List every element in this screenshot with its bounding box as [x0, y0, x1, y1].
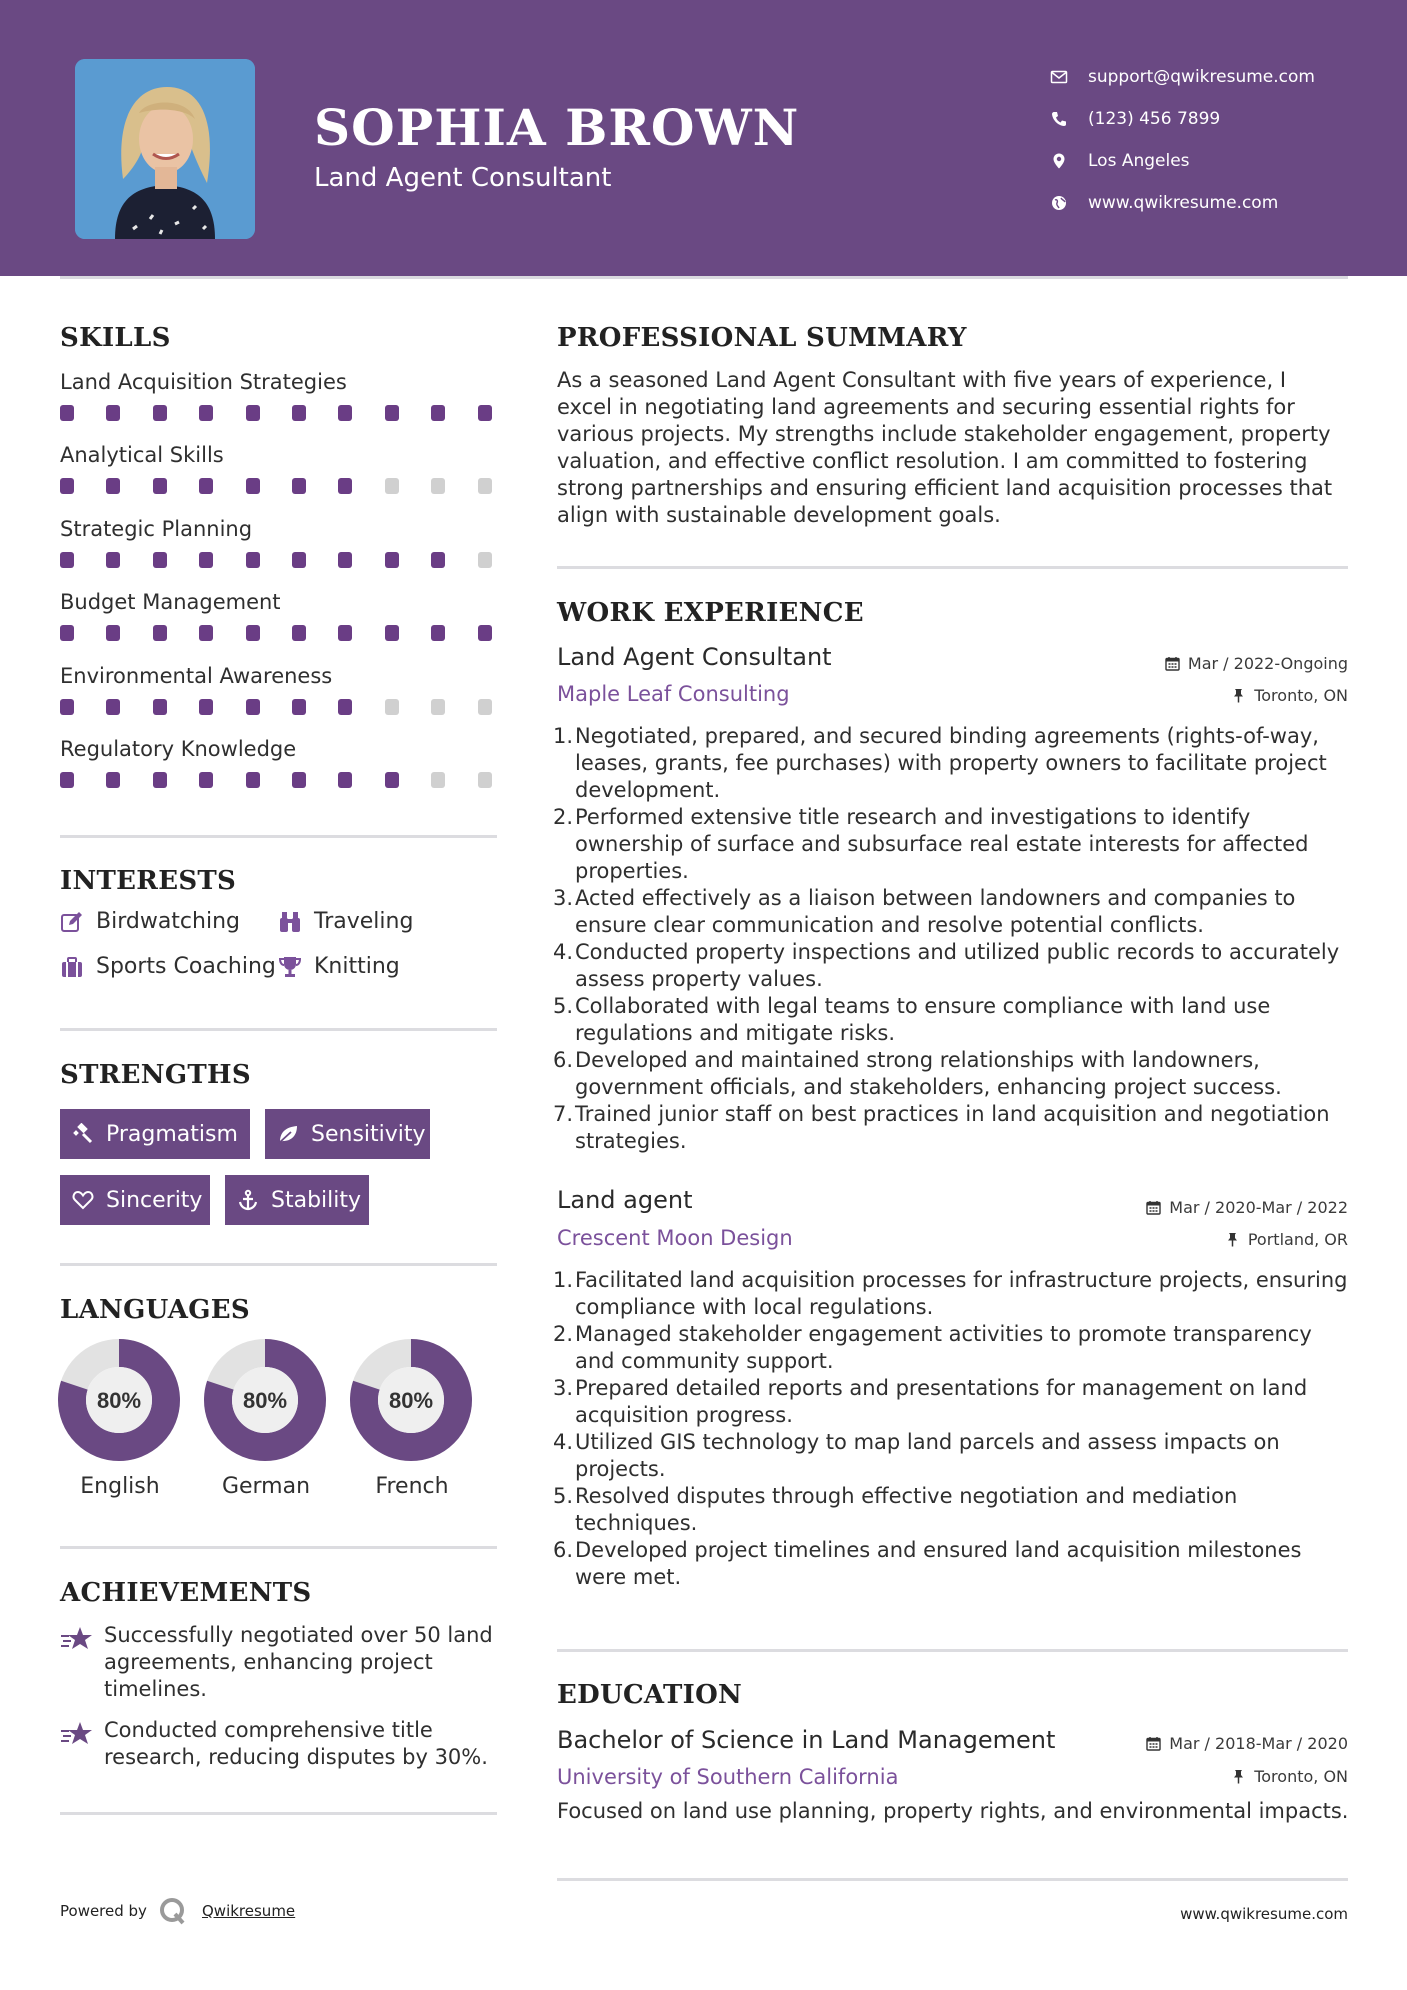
list-item-text: Acted effectively as a liaison between landowners and companies to ensure clear communication and resolve potential conflicts. [575, 886, 1296, 937]
phone-icon [1050, 110, 1068, 128]
trophy-icon [278, 955, 302, 979]
education-date [1146, 1734, 1348, 1753]
map-marker-icon [1050, 152, 1068, 170]
skill-name: Regulatory Knowledge [60, 737, 297, 761]
education-school: University of Southern California [557, 1765, 899, 1789]
language-donut [58, 1339, 180, 1461]
rating-dot-filled [246, 478, 260, 494]
rating-dot-empty [385, 478, 399, 494]
rating-dot-filled [431, 625, 445, 641]
list-item-text: Prepared detailed reports and presentations for management on land acquisition progress. [575, 1376, 1308, 1427]
contact-website-text: www.qwikresume.com [1088, 193, 1279, 213]
resume-header [0, 0, 1407, 276]
experience-heading: WORK EXPERIENCE [557, 598, 864, 628]
rating-dot-filled [60, 405, 74, 421]
rating-dot-empty [431, 699, 445, 715]
skill-name: Land Acquisition Strategies [60, 370, 347, 394]
star-shooting-icon [60, 1624, 94, 1654]
language-name: German [221, 1474, 311, 1499]
education-divider [557, 1878, 1348, 1881]
summary-divider [557, 566, 1348, 569]
interest-label: Knitting [314, 954, 400, 979]
language-percent: 80% [96, 1388, 142, 1413]
list-item: 4. Utilized GIS technology to map land parcels and assess impacts on projects. [553, 1429, 1353, 1483]
list-item-text: Resolved disputes through effective negotiation and mediation techniques. [575, 1484, 1238, 1535]
list-item-text: Facilitated land acquisition processes for infrastructure projects, ensuring compliance with local regulations. [575, 1268, 1348, 1319]
rating-dot-filled [60, 625, 74, 641]
job-location [1231, 686, 1348, 705]
list-item-text: Utilized GIS technology to map land parcels and assess impacts on projects. [575, 1430, 1280, 1481]
list-item: 2. Performed extensive title research and investigations to identify ownership of surface and subsurface real estate interests for affected properties. [553, 804, 1353, 885]
rating-dot-filled [292, 772, 306, 788]
rating-dot-filled [106, 772, 120, 788]
profile-photo-illustration [75, 59, 255, 239]
interest-item [278, 954, 400, 979]
skill-rating [60, 405, 497, 421]
pushpin-icon [1231, 1769, 1246, 1784]
rating-dot-empty [478, 699, 492, 715]
pushpin-icon [1225, 1232, 1240, 1247]
rating-dot-filled [385, 625, 399, 641]
achievement-item [60, 1717, 500, 1771]
qwikresume-logo-icon [158, 1896, 188, 1926]
rating-dot-filled [199, 772, 213, 788]
education-location [1231, 1767, 1348, 1786]
header-divider [60, 276, 1348, 279]
job-role: Land agent [557, 1186, 693, 1214]
rating-dot-filled [153, 699, 167, 715]
job-location [1225, 1230, 1348, 1249]
interest-label: Sports Coaching [96, 954, 276, 979]
strength-label: Sincerity [106, 1187, 203, 1213]
language-percent: 80% [242, 1388, 288, 1413]
summary-heading: PROFESSIONAL SUMMARY [557, 323, 967, 353]
rating-dot-filled [106, 405, 120, 421]
rating-dot-empty [431, 478, 445, 494]
languages-divider [60, 1546, 497, 1549]
job-date [1165, 654, 1348, 673]
education-degree: Bachelor of Science in Land Management [557, 1726, 1056, 1754]
list-item: 2. Managed stakeholder engagement activities to promote transparency and community support. [553, 1321, 1353, 1375]
candidate-name: SOPHIA BROWN [314, 98, 800, 157]
rating-dot-filled [199, 552, 213, 568]
contact-website[interactable] [1050, 182, 1315, 224]
rating-dot-empty [385, 699, 399, 715]
list-item: 4. Conducted property inspections and utilized public records to accurately assess property values. [553, 939, 1353, 993]
rating-dot-filled [246, 625, 260, 641]
calendar-icon [1146, 1736, 1161, 1751]
education-date-text: Mar / 2018-Mar / 2020 [1169, 1734, 1348, 1753]
job-location-text: Toronto, ON [1254, 686, 1348, 705]
rating-dot-empty [478, 478, 492, 494]
education-location-text: Toronto, ON [1254, 1767, 1348, 1786]
rating-dot-filled [338, 699, 352, 715]
skills-heading: SKILLS [60, 323, 171, 353]
briefcase-icon [60, 955, 84, 979]
achievements-divider [60, 1812, 497, 1815]
leaf-icon [277, 1123, 299, 1145]
rating-dot-filled [338, 772, 352, 788]
star-shooting-icon [60, 1719, 94, 1749]
list-item-text: Developed and maintained strong relationships with landowners, government officials, and stakeholders, enhancing project success. [575, 1048, 1282, 1099]
strength-label: Stability [271, 1187, 362, 1213]
skill-name: Environmental Awareness [60, 664, 333, 688]
job-date [1146, 1198, 1348, 1217]
contact-location-text: Los Angeles [1088, 151, 1190, 171]
rating-dot-filled [385, 772, 399, 788]
skill-name: Strategic Planning [60, 517, 253, 541]
rating-dot-filled [478, 625, 492, 641]
list-item: 7. Trained junior staff on best practices in land acquisition and negotiation strategies. [553, 1101, 1353, 1155]
list-item-text: Managed stakeholder engagement activities to promote transparency and community support. [575, 1322, 1312, 1373]
rating-dot-filled [106, 478, 120, 494]
rating-dot-filled [106, 552, 120, 568]
rating-dot-filled [246, 699, 260, 715]
strength-tag [60, 1175, 210, 1225]
rating-dot-filled [292, 552, 306, 568]
candidate-title: Land Agent Consultant [314, 163, 612, 193]
rating-dot-filled [153, 772, 167, 788]
contact-location [1050, 140, 1315, 182]
interest-label: Birdwatching [96, 909, 240, 934]
list-item-text: Developed project timelines and ensured land acquisition milestones were met. [575, 1538, 1302, 1589]
education-description: Focused on land use planning, property rights, and environmental impacts. [557, 1799, 1349, 1823]
calendar-icon [1165, 656, 1180, 671]
skills-divider [60, 835, 497, 838]
list-item: 3. Prepared detailed reports and presentations for management on land acquisition progress. [553, 1375, 1353, 1429]
skill-rating [60, 478, 497, 494]
rating-dot-filled [60, 552, 74, 568]
job-location-text: Portland, OR [1247, 1230, 1348, 1249]
rating-dot-filled [199, 478, 213, 494]
list-item: 1. Facilitated land acquisition processes for infrastructure projects, ensuring compliance with local regulations. [553, 1267, 1353, 1321]
education-heading: EDUCATION [557, 1680, 743, 1710]
rating-dot-empty [478, 552, 492, 568]
rating-dot-filled [478, 405, 492, 421]
heart-icon [72, 1189, 94, 1211]
job-company: Crescent Moon Design [557, 1226, 793, 1250]
rating-dot-empty [431, 772, 445, 788]
rating-dot-filled [153, 625, 167, 641]
language-donut [350, 1339, 472, 1461]
list-item: 3. Acted effectively as a liaison between landowners and companies to ensure clear communication and resolve potential conflicts. [553, 885, 1353, 939]
profile-photo [75, 59, 255, 239]
job-responsibilities [553, 723, 1353, 1155]
powered-by-label: Powered by [60, 1902, 147, 1920]
list-item-text: Trained junior staff on best practices in land acquisition and negotiation strategies. [575, 1102, 1330, 1153]
experience-divider [557, 1649, 1348, 1652]
achievements-heading: ACHIEVEMENTS [60, 1578, 312, 1608]
skill-name: Analytical Skills [60, 443, 224, 467]
rating-dot-filled [431, 405, 445, 421]
list-item: 6. Developed and maintained strong relationships with landowners, government officials, and stakeholders, enhancing project success. [553, 1047, 1353, 1101]
list-item-text: Collaborated with legal teams to ensure compliance with land use regulations and mitigate risks. [575, 994, 1271, 1045]
strength-tag [225, 1175, 369, 1225]
interest-item [60, 909, 240, 934]
gavel-icon [72, 1123, 94, 1145]
contact-list [1050, 56, 1315, 224]
strengths-divider [60, 1263, 497, 1266]
contact-email[interactable] [1050, 56, 1315, 98]
job-role: Land Agent Consultant [557, 643, 832, 671]
rating-dot-filled [60, 772, 74, 788]
pushpin-icon [1231, 688, 1246, 703]
interest-label: Traveling [314, 909, 414, 934]
rating-dot-filled [199, 405, 213, 421]
list-item: 5. Collaborated with legal teams to ensure compliance with land use regulations and mitigate risks. [553, 993, 1353, 1047]
interest-item [60, 954, 276, 979]
job-date-text: Mar / 2020-Mar / 2022 [1169, 1198, 1348, 1217]
rating-dot-filled [292, 699, 306, 715]
strength-tag [60, 1109, 250, 1159]
rating-dot-filled [338, 552, 352, 568]
rating-dot-filled [153, 405, 167, 421]
list-item: 6. Developed project timelines and ensured land acquisition milestones were met. [553, 1537, 1353, 1591]
rating-dot-filled [338, 478, 352, 494]
strengths-heading: STRENGTHS [60, 1060, 251, 1090]
summary-text: As a seasoned Land Agent Consultant with five years of experience, I excel in negotiating land agreements and securing essential rights for various projects. My strengths include stakeholder engagement, property valuation, and effective conflict resolution. I am committed to fostering strong partnerships and ensuring efficient land acquisition processes that align with sustainable development goals. [557, 368, 1333, 527]
contact-email-text: support@qwikresume.com [1088, 67, 1315, 87]
list-item: 5. Resolved disputes through effective negotiation and mediation techniques. [553, 1483, 1353, 1537]
rating-dot-filled [106, 625, 120, 641]
list-item: 1. Negotiated, prepared, and secured binding agreements (rights-of-way, leases, grants, fee purchases) with property owners to facilitate project development. [553, 723, 1353, 804]
globe-icon [1050, 194, 1068, 212]
job-date-text: Mar / 2022-Ongoing [1187, 654, 1348, 673]
rating-dot-filled [153, 478, 167, 494]
interest-item [278, 909, 413, 934]
list-item-text: Performed extensive title research and investigations to identify ownership of surface and subsurface real estate interests for affected properties. [575, 805, 1309, 883]
list-item-text: Negotiated, prepared, and secured binding agreements (rights-of-way, leases, grants, fee purchases) with property owners to facilitate project development. [575, 724, 1327, 802]
strength-label: Sensitivity [311, 1121, 426, 1147]
achievement-item [60, 1622, 500, 1703]
skill-rating [60, 625, 497, 641]
interests-heading: INTERESTS [60, 866, 237, 896]
rating-dot-empty [478, 772, 492, 788]
skill-rating [60, 772, 497, 788]
contact-phone[interactable] [1050, 98, 1315, 140]
brand-link[interactable]: Qwikresume [202, 1902, 296, 1920]
rating-dot-filled [199, 699, 213, 715]
envelope-icon [1050, 68, 1068, 86]
rating-dot-filled [246, 552, 260, 568]
job-company: Maple Leaf Consulting [557, 682, 790, 706]
list-item-text: Conducted property inspections and utilized public records to accurately assess property values. [575, 940, 1340, 991]
rating-dot-filled [60, 478, 74, 494]
rating-dot-filled [246, 405, 260, 421]
rating-dot-filled [385, 405, 399, 421]
strength-label: Pragmatism [106, 1121, 238, 1147]
rating-dot-filled [292, 625, 306, 641]
achievement-text: Conducted comprehensive title research, reducing disputes by 30%. [104, 1718, 488, 1769]
rating-dot-filled [246, 772, 260, 788]
footer-website-link[interactable]: www.qwikresume.com [1180, 1905, 1348, 1923]
language-name: French [375, 1474, 449, 1499]
strength-tag [265, 1109, 430, 1159]
rating-dot-filled [199, 625, 213, 641]
pencil-square-icon [60, 910, 84, 934]
rating-dot-filled [292, 478, 306, 494]
skill-name: Budget Management [60, 590, 281, 614]
rating-dot-filled [106, 699, 120, 715]
language-percent: 80% [388, 1388, 434, 1413]
languages-heading: LANGUAGES [60, 1295, 250, 1325]
job-responsibilities [553, 1267, 1353, 1591]
language-donut [204, 1339, 326, 1461]
rating-dot-filled [338, 405, 352, 421]
calendar-icon [1146, 1200, 1161, 1215]
skill-rating [60, 699, 497, 715]
interests-divider [60, 1028, 497, 1031]
binoculars-icon [278, 910, 302, 934]
rating-dot-filled [292, 405, 306, 421]
contact-phone-text: (123) 456 7899 [1088, 109, 1221, 129]
rating-dot-filled [60, 699, 74, 715]
skill-rating [60, 552, 497, 568]
language-name: English [80, 1474, 160, 1499]
rating-dot-filled [431, 552, 445, 568]
rating-dot-filled [153, 552, 167, 568]
achievement-text: Successfully negotiated over 50 land agreements, enhancing project timelines. [104, 1623, 493, 1701]
rating-dot-filled [385, 552, 399, 568]
rating-dot-filled [338, 625, 352, 641]
anchor-icon [237, 1189, 259, 1211]
